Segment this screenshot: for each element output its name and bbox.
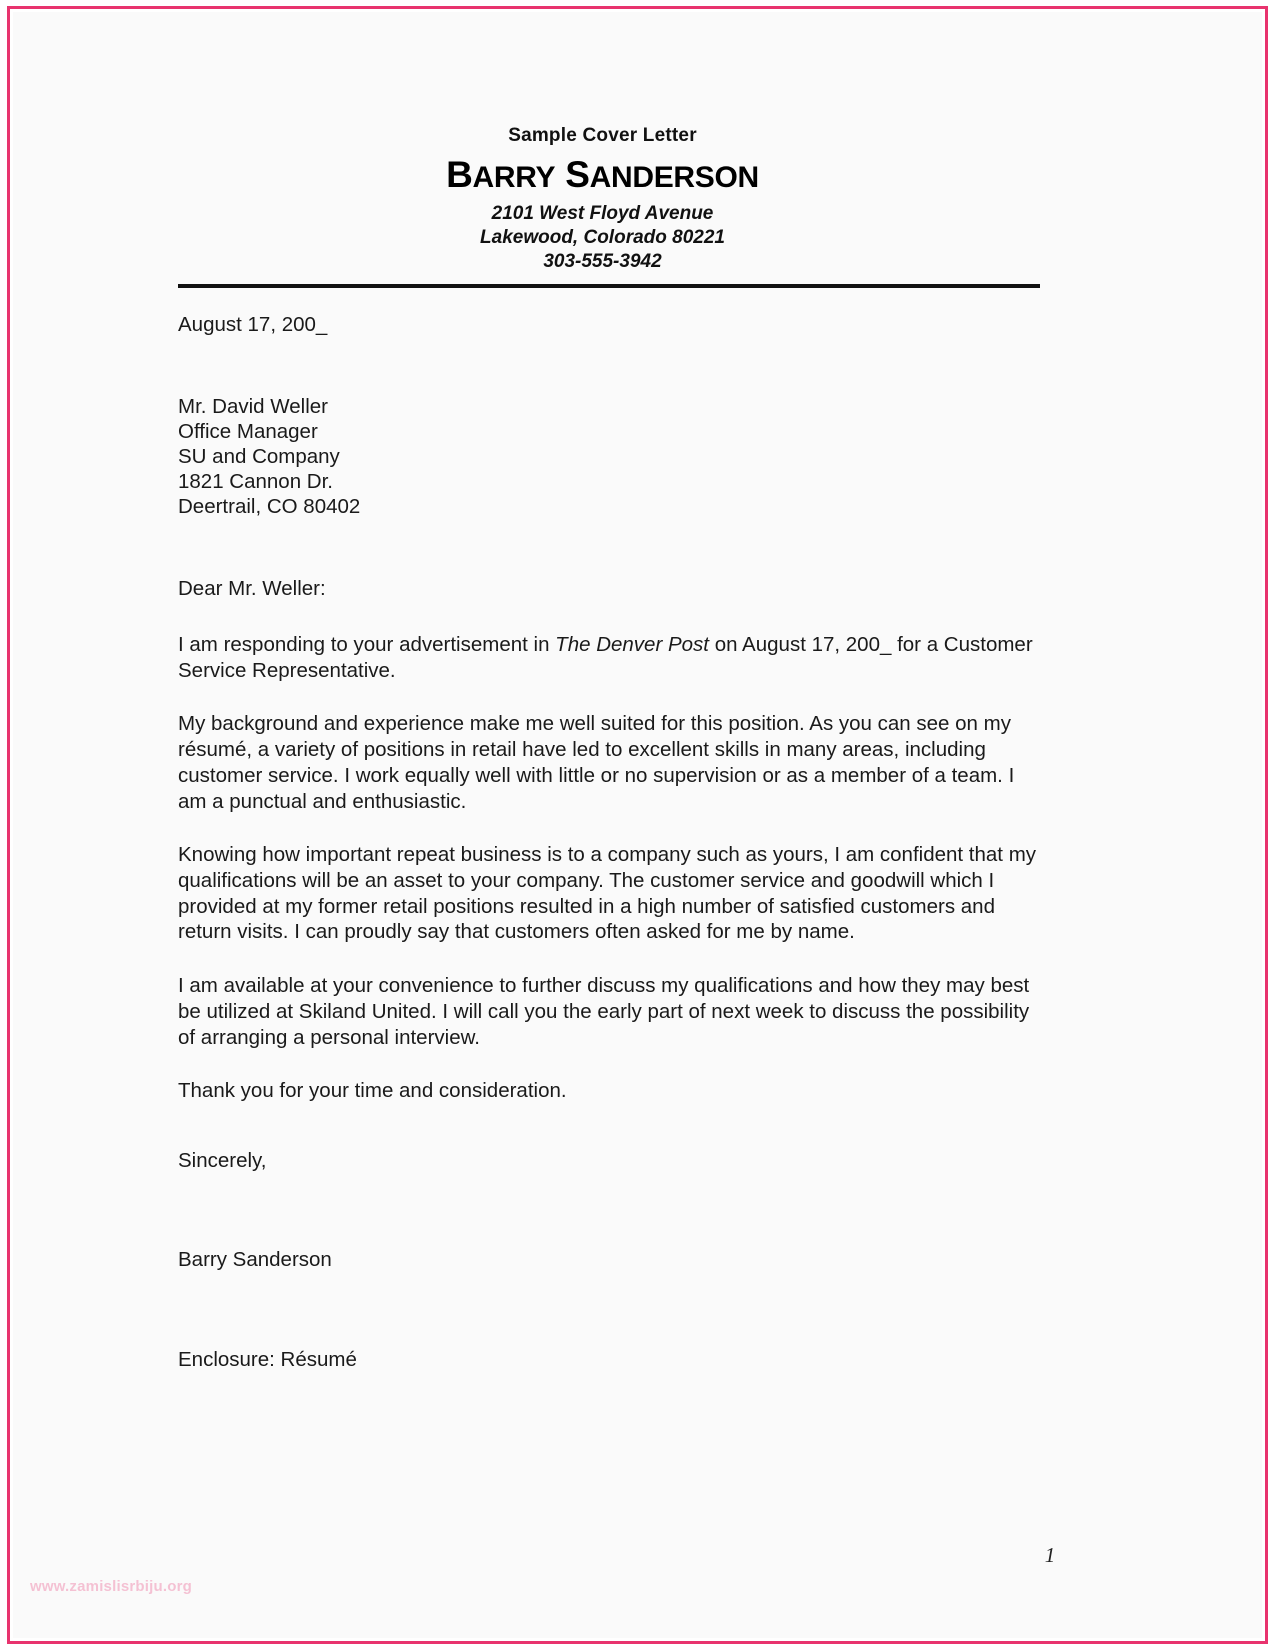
page-number: 1 bbox=[1044, 1543, 1056, 1567]
sender-city-state-zip: Lakewood, Colorado 80221 bbox=[480, 227, 725, 249]
paragraph-1-after-italic: on August 17, 200_ for a Customer Service Representative. bbox=[178, 632, 1033, 682]
body-paragraph-3: Knowing how important repeat business is to a company such as yours, I am confident that my qualifications will be an asset to your company. The customer service and goodwill which I provided at my former retail positions resulted in a high number of satisfied customers and return visits. I can proudly say that customers often asked for me by name. bbox=[178, 843, 1037, 944]
sender-name-first-rest: ARRY bbox=[472, 161, 556, 194]
body-paragraph-4: I am available at your convenience to further discuss my qualifications and how they may best be utilized at Skiland United. I will call you the early part of next week to discuss the possibility of arranging a personal interview. bbox=[178, 974, 1030, 1049]
letter-body bbox=[178, 312, 1044, 1373]
sender-name-first-initial: B bbox=[446, 154, 473, 195]
body-paragraph-5: Thank you for your time and consideration. bbox=[178, 1079, 567, 1103]
newspaper-title: The Denver Post bbox=[555, 632, 709, 656]
paragraph-1-before-italic: I am responding to your advertisement in bbox=[178, 632, 556, 656]
letterhead bbox=[165, 125, 1040, 275]
sender-street: 2101 West Floyd Avenue bbox=[491, 202, 714, 224]
recipient-name: Mr. David Weller bbox=[178, 394, 328, 418]
sender-name-space bbox=[555, 154, 565, 195]
enclosure-line: Enclosure: Résumé bbox=[178, 1348, 357, 1372]
recipient-address-block bbox=[178, 394, 1044, 520]
recipient-street: 1821 Cannon Dr. bbox=[178, 470, 334, 494]
body-paragraph-1 bbox=[178, 632, 1044, 683]
recipient-city-state-zip: Deertrail, CO 80402 bbox=[178, 495, 361, 519]
recipient-job-title: Office Manager bbox=[178, 419, 318, 443]
sender-name bbox=[165, 156, 1040, 195]
letter-date: August 17, 200_ bbox=[178, 313, 328, 336]
sender-address-block bbox=[165, 202, 1040, 275]
sender-name-last-initial: S bbox=[565, 154, 590, 195]
closing-salutation: Sincerely, bbox=[178, 1149, 267, 1173]
sender-phone: 303-555-3942 bbox=[543, 251, 662, 273]
sender-name-last-rest: ANDERSON bbox=[589, 161, 759, 194]
salutation: Dear Mr. Weller: bbox=[178, 577, 326, 601]
letterhead-divider-rule bbox=[178, 284, 1040, 288]
signature-name: Barry Sanderson bbox=[178, 1247, 332, 1271]
site-watermark: www.zamislisrbiju.org bbox=[30, 1578, 193, 1595]
body-paragraph-2: My background and experience make me well suited for this position. As you can see on my résumé, a variety of positions in retail have led to excellent skills in many areas, including customer service. I work equally well with little or no supervision or as a member of a team. I am a punctual and enthusiastic. bbox=[178, 712, 1015, 813]
sample-cover-letter-label: Sample Cover Letter bbox=[508, 125, 697, 146]
recipient-company: SU and Company bbox=[178, 444, 340, 468]
